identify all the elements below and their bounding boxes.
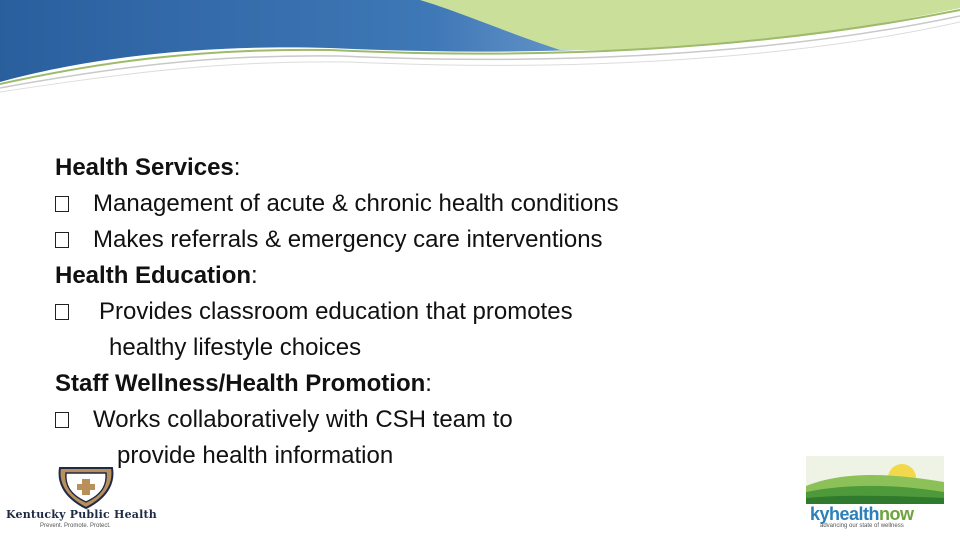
bullet-item: Works collaboratively with CSH team to: [55, 402, 775, 438]
hills-sun-icon: [806, 456, 944, 504]
checkbox-bullet-icon: [55, 232, 69, 248]
kph-logo-tagline: Prevent. Promote. Protect.: [40, 523, 111, 529]
kentucky-public-health-logo: [6, 466, 171, 532]
kyhealthnow-logo-text: kyhealthnow: [810, 504, 914, 524]
heading-health-services: Health Services:: [55, 154, 241, 181]
heading-health-education: Health Education:: [55, 262, 258, 289]
checkbox-bullet-icon: [55, 304, 69, 320]
bullet-item: Provides classroom education that promotes: [55, 294, 775, 330]
kyhealthnow-logo: [806, 456, 944, 530]
checkbox-bullet-icon: [55, 412, 69, 428]
bullet-continuation: provide health information: [117, 442, 394, 469]
kph-logo-name: Kentucky Public Health: [6, 508, 157, 521]
heading-staff-wellness: Staff Wellness/Health Promotion:: [55, 370, 432, 397]
bullet-item: Management of acute & chronic health conditions: [55, 186, 775, 222]
bullet-continuation: healthy lifestyle choices: [109, 334, 362, 361]
bullet-item: Makes referrals & emergency care interventions: [55, 222, 775, 258]
checkbox-bullet-icon: [55, 196, 69, 212]
kyhealthnow-logo-tagline: advancing our state of wellness: [820, 523, 904, 529]
top-banner: [0, 0, 960, 100]
slide-content: [55, 150, 775, 474]
shield-icon: [54, 466, 118, 510]
